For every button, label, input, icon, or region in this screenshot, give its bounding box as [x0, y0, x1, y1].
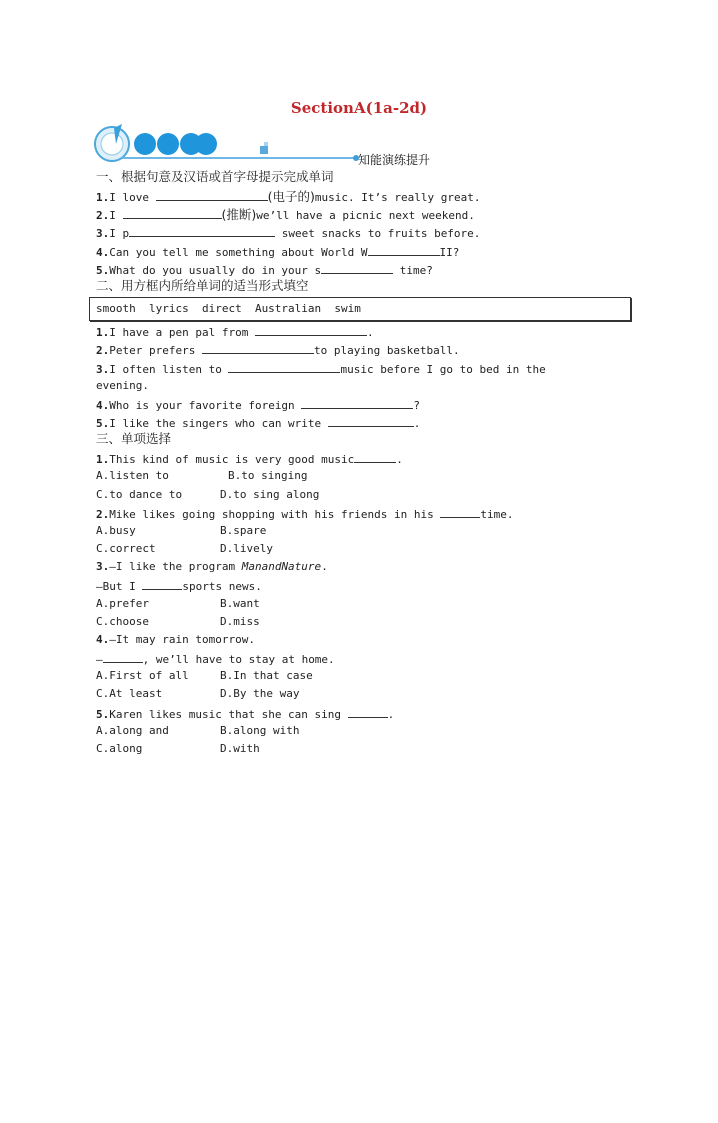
q1-option-b: B.to singing — [228, 469, 308, 482]
s1-item-2: 2.I (推断)we’ll have a picnic next weekend. — [96, 207, 475, 222]
q4-option-d: D.By the way — [220, 687, 300, 700]
q2-option-a: A.busy — [96, 524, 136, 537]
s1-item-1: 1.I love (电子的)music. It’s really great. — [96, 189, 481, 204]
q1-stem: 1.This kind of music is very good music . — [96, 453, 403, 466]
q3-option-a: A.prefer — [96, 597, 149, 610]
q5-option-d: D.with — [220, 742, 260, 755]
s1-item-4: 4.Can you tell me something about World W II? — [96, 246, 460, 259]
q2-option-d: D.lively — [220, 542, 273, 555]
q4-option-a: A.First of all — [96, 669, 189, 682]
q3-stem: 3.—I like the program ManandNature. — [96, 560, 328, 573]
q2-stem: 2.Mike likes going shopping with his friends in his time. — [96, 508, 514, 521]
section1-heading: 一、根据句意及汉语或首字母提示完成单词 — [96, 169, 334, 184]
q4-option-b: B.In that case — [220, 669, 313, 682]
q2-option-b: B.spare — [220, 524, 267, 537]
s2-item-3-continued: evening. — [96, 379, 149, 392]
q3-stem-line2: —But I sports news. — [96, 580, 262, 593]
q4-option-c: C.At least — [96, 687, 163, 700]
q4-stem-line2: — , we’ll have to stay at home. — [96, 653, 335, 666]
section2-heading: 二、用方框内所给单词的适当形式填空 — [96, 278, 309, 293]
s1-item-5: 5.What do you usually do in your s time? — [96, 264, 433, 277]
q5-stem: 5.Karen likes music that she can sing . — [96, 708, 395, 721]
q5-option-a: A.along and — [96, 724, 169, 737]
q4-stem: 4.—It may rain tomorrow. — [96, 633, 255, 646]
word-box — [89, 297, 631, 321]
q1-option-d: D.to sing along — [220, 488, 320, 501]
s2-item-4: 4.Who is your favorite foreign ? — [96, 399, 420, 412]
s1-item-3: 3.I p sweet snacks to fruits before. — [96, 227, 481, 240]
page-title: SectionA(1a-2d) — [290, 99, 428, 117]
q5-option-b: B.along with — [220, 724, 300, 737]
s2-item-3: 3.I often listen to music before I go to bed in the — [96, 363, 546, 376]
q3-option-d: D.miss — [220, 615, 260, 628]
banner-label: 知能演练提升 — [358, 153, 431, 167]
s2-item-5: 5.I like the singers who can write . — [96, 417, 421, 430]
q1-option-a: A.listen to — [96, 469, 169, 482]
s2-item-1: 1.I have a pen pal from . — [96, 326, 374, 339]
q3-option-b: B.want — [220, 597, 260, 610]
q3-option-c: C.choose — [96, 615, 149, 628]
q1-option-c: C.to dance to — [96, 488, 183, 501]
s2-item-2: 2.Peter prefers to playing basketball. — [96, 344, 460, 357]
q5-option-c: C.along — [96, 742, 143, 755]
word-box-words: smooth lyrics direct Australian swim — [96, 302, 361, 315]
q2-option-c: C.correct — [96, 542, 156, 555]
section3-heading: 三、单项选择 — [96, 431, 172, 446]
